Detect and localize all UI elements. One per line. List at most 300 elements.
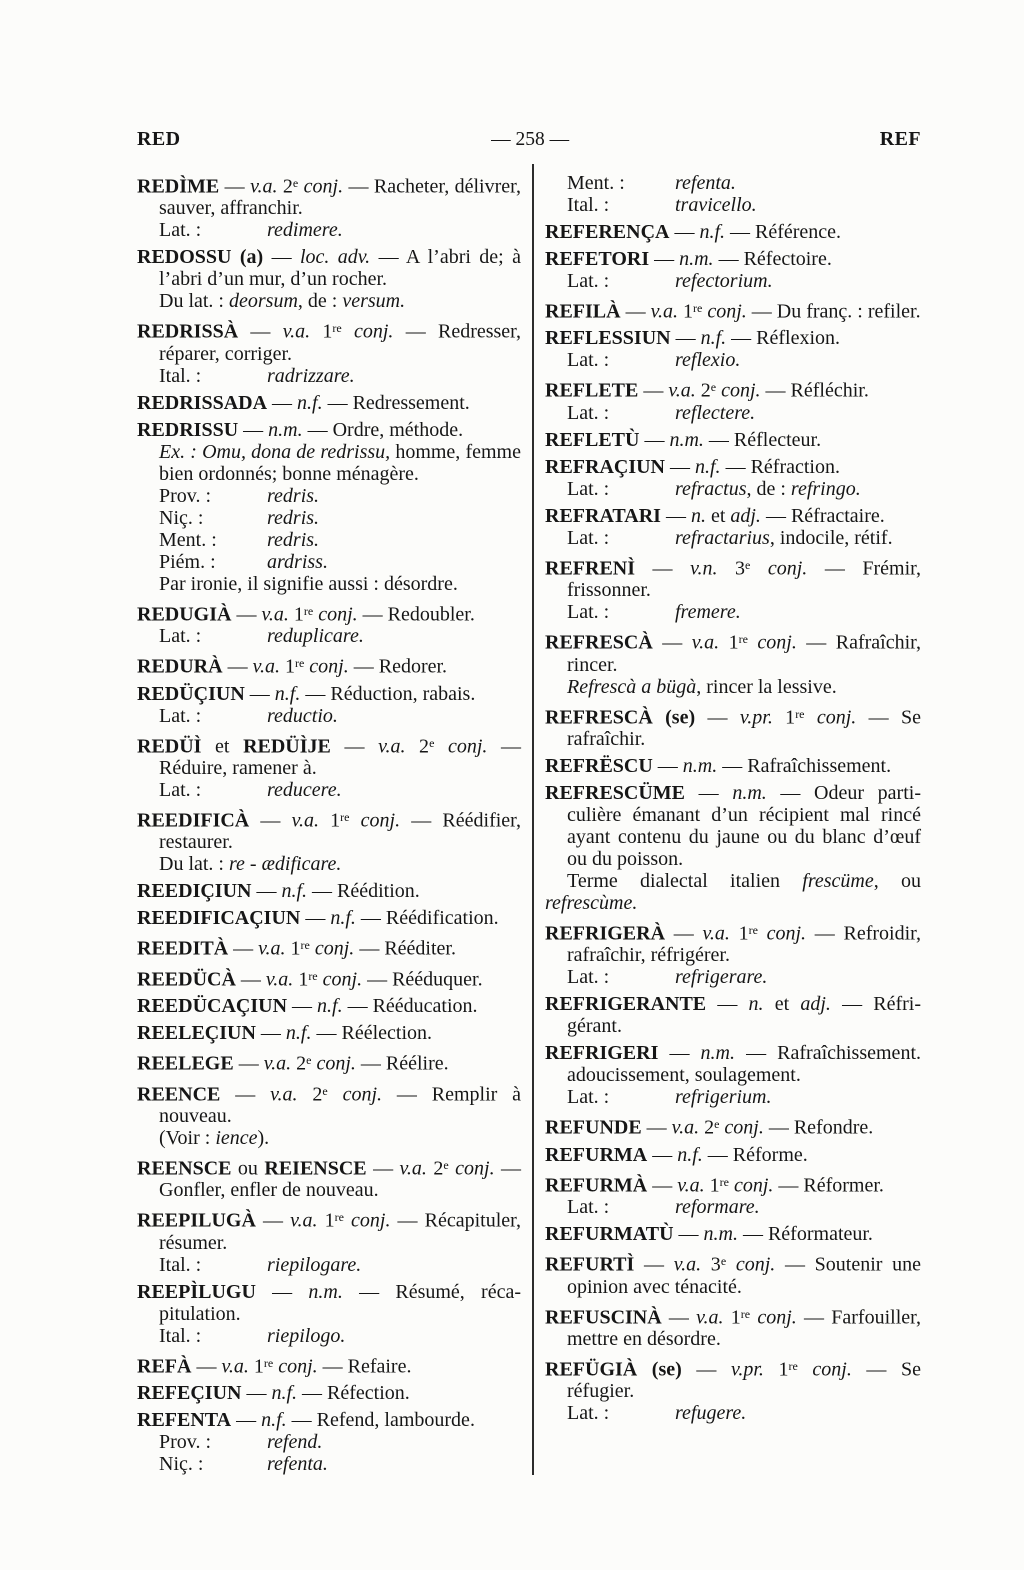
text-segment: Lat. :	[567, 401, 610, 424]
entry-line	[545, 554, 921, 601]
text-segment: Lat. :	[567, 1086, 610, 1109]
dictionary-entry	[545, 1042, 921, 1108]
entry-line	[137, 1382, 521, 1404]
entry-line	[137, 806, 521, 853]
text-segment: 3	[717, 557, 746, 580]
text-segment: 2	[695, 379, 711, 402]
text-segment: v.a.	[696, 1305, 724, 1328]
entry-line	[545, 601, 921, 623]
left-column	[137, 172, 521, 1475]
text-segment: v.a.	[399, 1157, 427, 1180]
entry-line	[137, 1206, 521, 1253]
text-segment: re	[692, 301, 703, 315]
text-segment: conj.	[342, 1082, 383, 1105]
text-segment: REFURMÀ	[545, 1174, 648, 1197]
text-segment: — Réduction, rabais.	[300, 682, 476, 705]
text-segment: REDRISSADA	[137, 391, 268, 414]
text-segment: e	[443, 1157, 449, 1172]
entry-line	[545, 376, 921, 401]
entry-line	[137, 779, 521, 801]
entry-line	[137, 1254, 521, 1276]
text-segment: REDURÀ	[137, 655, 223, 678]
dictionary-entry	[545, 554, 921, 623]
entry-line	[137, 392, 521, 414]
entry-line	[545, 966, 921, 988]
text-segment: — Redoubler.	[357, 603, 475, 626]
text-segment: riepilogo.	[267, 1324, 346, 1347]
text-segment: conj.	[757, 1305, 797, 1328]
text-segment: — Réforme.	[702, 1143, 808, 1166]
text-segment: conj.	[447, 734, 488, 757]
text-segment: refractarius	[675, 526, 770, 549]
entry-line	[545, 527, 921, 549]
page-number: — 258 —	[491, 129, 570, 150]
text-segment: re	[740, 1306, 751, 1321]
text-segment: 2	[426, 1157, 444, 1180]
text-segment: Ital. :	[159, 1324, 202, 1347]
text-segment: — Se rafraîchir.	[567, 705, 922, 750]
dictionary-entry	[545, 1144, 921, 1166]
text-segment: re	[334, 1210, 344, 1225]
entry-line	[545, 1355, 921, 1402]
text-segment: —	[652, 754, 683, 777]
column-divider	[532, 164, 534, 1475]
entry-line	[137, 1049, 521, 1074]
text-segment: — Réduire, ramener à.	[159, 734, 522, 779]
text-segment: redris.	[267, 484, 320, 507]
dictionary-entry	[545, 919, 921, 988]
dictionary-entry	[137, 246, 521, 312]
text-segment: —	[681, 1358, 731, 1381]
text-segment: — Gonfler, enfler de nouveau.	[159, 1157, 522, 1202]
entry-line	[545, 993, 921, 1037]
text-segment: — Rafraîchissement.	[717, 754, 892, 777]
dictionary-entry	[137, 172, 521, 241]
text-segment: conj.	[757, 631, 797, 654]
dictionary-entry	[137, 1154, 521, 1201]
text-segment: v.a.	[691, 631, 720, 654]
text-segment: refractus	[675, 477, 747, 500]
text-segment: e	[429, 735, 435, 750]
text-segment: Niç. :	[159, 506, 204, 529]
text-segment: 2	[699, 1116, 715, 1139]
dictionary-entry	[137, 995, 521, 1017]
text-segment: 1	[293, 968, 309, 991]
text-segment: — Rééducation.	[342, 995, 478, 1018]
text-segment: e	[710, 380, 717, 395]
text-segment: v.a.	[265, 968, 294, 991]
text-segment: conj.	[767, 557, 808, 580]
text-segment: n.m.	[700, 1042, 735, 1065]
text-segment: — Réfectoire.	[713, 248, 832, 270]
text-segment: n.m.	[679, 248, 714, 270]
text-segment: n.f.	[274, 682, 301, 705]
text-segment: conj.	[360, 809, 401, 832]
text-segment: — Odeur particulière émanant d’un récipient mal rincé ayant contenu du jaune ou du blanc d’œuf ou du poisson.	[567, 781, 921, 870]
text-segment: —	[235, 968, 266, 991]
text-segment: Lat. :	[159, 704, 202, 727]
text-segment: REELEGE	[137, 1052, 234, 1075]
text-segment: — Résumé, récapitulation.	[159, 1280, 521, 1325]
text-segment: v.a.	[650, 300, 678, 323]
text-segment: 1	[248, 1355, 264, 1378]
text-segment: REDÜÌJE	[243, 734, 331, 757]
dictionary-entry	[137, 1049, 521, 1074]
text-segment	[798, 1358, 813, 1380]
entry-line	[137, 419, 521, 441]
text-segment: reformare.	[675, 1196, 760, 1219]
text-segment: REIENSCE	[264, 1157, 367, 1180]
text-segment: —	[228, 937, 259, 960]
text-segment: REENCE	[137, 1082, 221, 1105]
text-segment: — Redorer.	[348, 655, 448, 678]
text-segment	[344, 1210, 351, 1232]
text-segment: REFRIGERI	[545, 1042, 659, 1065]
text-segment: —	[287, 995, 318, 1018]
text-segment: 1	[719, 631, 739, 654]
text-segment: re	[303, 603, 314, 618]
text-segment: conj.	[354, 320, 394, 343]
text-segment: redris.	[267, 528, 320, 551]
text-segment: — Réflecteur.	[703, 428, 822, 451]
text-segment: ou	[231, 1157, 265, 1180]
text-segment: Ment. :	[567, 172, 625, 194]
text-segment: —	[647, 1143, 678, 1166]
text-segment: ).	[257, 1126, 270, 1149]
entry-line	[137, 1431, 521, 1453]
text-segment: conj.	[733, 1174, 774, 1197]
text-segment: — Refend, lambourde.	[286, 1409, 475, 1432]
text-segment: conj.	[721, 379, 761, 402]
text-segment: REFENTA	[137, 1409, 232, 1432]
text-segment: re	[308, 968, 318, 983]
text-segment: , ou	[873, 869, 922, 892]
entry-line	[137, 551, 521, 573]
text-segment: conj.	[318, 603, 358, 626]
entry-line	[137, 1352, 521, 1377]
text-segment: 3	[701, 1253, 721, 1276]
text-segment: —	[620, 300, 651, 323]
entry-line	[137, 853, 521, 875]
text-segment: REFLESSIUN	[545, 327, 671, 350]
text-segment: riepilogare.	[267, 1253, 362, 1276]
text-segment: REEDITÀ	[137, 937, 229, 960]
text-segment: — Farfouiller, mettre en désordre.	[567, 1305, 921, 1350]
text-segment: et	[201, 734, 244, 757]
dictionary-entry	[545, 755, 921, 777]
text-segment: 1	[704, 1174, 720, 1197]
text-segment: adj.	[800, 993, 831, 1016]
text-segment: REFRAÇIUN	[545, 455, 665, 478]
text-segment: —	[219, 175, 251, 198]
text-segment: — Du franç. : refiler.	[746, 300, 921, 323]
text-segment: n.f.	[261, 1409, 287, 1432]
text-segment: re	[263, 1355, 274, 1370]
text-segment: REFETORI	[545, 248, 650, 270]
text-segment: e	[292, 176, 299, 190]
text-segment: —	[191, 1355, 222, 1378]
text-segment: — Réfraction.	[720, 455, 840, 478]
text-segment: (Voir :	[159, 1126, 216, 1149]
dictionary-entry	[137, 1352, 521, 1377]
text-segment: —	[665, 455, 695, 478]
text-segment: REEPÌLUGU	[137, 1280, 256, 1303]
dictionary-entry	[545, 505, 921, 549]
text-segment: re - ædificare.	[229, 853, 342, 876]
text-segment: — Réformateur.	[737, 1223, 873, 1246]
text-segment: conj.	[707, 300, 747, 323]
text-segment: 1	[317, 1209, 335, 1232]
dictionary-entry	[137, 1281, 521, 1347]
text-segment: REFRESCÜME	[545, 781, 686, 804]
dictionary-entry	[545, 1250, 921, 1297]
text-segment: v.a.	[258, 937, 286, 960]
entry-line	[137, 1154, 521, 1201]
text-segment: conj.	[724, 1116, 764, 1139]
entry-line	[137, 1080, 521, 1127]
text-segment: REFLETE	[545, 379, 639, 402]
text-segment: conj.	[812, 1358, 852, 1381]
text-segment: REFRESCÀ	[545, 631, 653, 654]
text-segment: REFERENÇA	[545, 221, 670, 243]
text-segment: refenta.	[267, 1453, 328, 1476]
text-segment: 1	[318, 809, 341, 832]
entry-line	[545, 782, 921, 870]
dictionary-entry	[545, 429, 921, 451]
text-segment: —	[658, 1042, 701, 1065]
text-segment: , rincer la lessive.	[696, 675, 837, 698]
text-segment: Lat. :	[567, 1196, 610, 1219]
entry-line	[545, 248, 921, 270]
dictionary-entry	[545, 297, 921, 322]
dictionary-entry	[545, 1171, 921, 1218]
text-segment: Lat. :	[567, 349, 610, 372]
text-segment: v.a.	[290, 1209, 318, 1232]
dictionary-entry	[137, 392, 521, 414]
dictionary-entry	[545, 327, 921, 371]
entry-line	[545, 456, 921, 478]
right-column	[545, 172, 921, 1475]
dictionary-entry	[545, 703, 921, 750]
text-segment: 1	[310, 320, 333, 343]
text-segment: —	[366, 1157, 400, 1180]
page-header	[137, 128, 921, 151]
text-segment: Ital. :	[159, 1253, 202, 1276]
dictionary-entry	[137, 419, 521, 595]
text-segment: — Réfléchir.	[760, 379, 869, 402]
text-segment: n.m.	[268, 418, 303, 441]
text-segment: n.m.	[682, 754, 718, 777]
text-segment: e	[306, 1053, 312, 1068]
text-segment: v.a.	[677, 1174, 705, 1197]
text-segment	[805, 706, 817, 728]
entry-line	[137, 529, 521, 551]
dictionary-entry	[137, 1206, 521, 1275]
text-segment: REFÀ	[137, 1355, 192, 1378]
text-segment: refrigerium.	[675, 1086, 772, 1109]
text-segment: Lat. :	[567, 477, 610, 500]
text-segment: 1	[763, 1358, 789, 1381]
entry-line	[137, 1281, 521, 1325]
entry-line	[137, 652, 521, 677]
entry-line	[137, 1409, 521, 1431]
text-segment: —	[255, 1022, 286, 1045]
text-segment: Du lat. :	[159, 853, 229, 876]
entry-line	[545, 194, 921, 216]
text-segment: conj.	[351, 1209, 391, 1232]
text-segment: —	[251, 880, 282, 903]
dictionary-entry	[545, 1355, 921, 1424]
text-segment: —	[635, 557, 691, 580]
entry-line	[545, 297, 921, 322]
entry-line	[137, 625, 521, 647]
text-segment: Lat. :	[567, 270, 610, 292]
text-segment: e	[745, 557, 751, 572]
text-segment: re	[340, 809, 350, 824]
entry-line	[545, 505, 921, 527]
text-segment: —	[695, 705, 740, 728]
text-segment: —	[220, 1082, 271, 1105]
text-segment: REEDIÇIUN	[137, 880, 252, 903]
text-segment: v.a.	[291, 809, 319, 832]
text-segment: REDÜÌ	[137, 734, 202, 757]
text-segment: —	[685, 781, 733, 804]
entry-line	[137, 907, 521, 929]
text-segment: re	[795, 706, 805, 721]
text-segment: REFURMATÙ	[545, 1223, 674, 1246]
text-segment: v.a.	[671, 1116, 700, 1139]
entry-line	[545, 402, 921, 424]
text-segment: Niç. :	[159, 1453, 204, 1476]
text-segment: n.f.	[271, 1382, 298, 1405]
text-segment: n.m.	[308, 1280, 343, 1303]
text-segment: Lat. :	[159, 625, 202, 648]
entry-line	[545, 1144, 921, 1166]
text-segment: v.a.	[263, 1052, 292, 1075]
text-segment: n.f.	[281, 880, 308, 903]
text-segment: adj.	[730, 504, 761, 527]
text-segment: n.f.	[700, 327, 727, 350]
text-segment: —	[231, 603, 262, 626]
entry-line	[137, 573, 521, 595]
text-segment: v.a.	[252, 655, 280, 678]
text-segment: reducere.	[267, 778, 342, 801]
text-segment: REFRIGERANTE	[545, 993, 707, 1016]
text-segment: re	[719, 1174, 729, 1189]
entry-line	[545, 1171, 921, 1196]
entry-line	[137, 600, 521, 625]
entry-line	[545, 270, 921, 292]
text-segment: re	[294, 656, 305, 671]
text-segment: REFUNDE	[545, 1116, 642, 1139]
text-segment: et	[705, 504, 731, 527]
text-segment: Ex. : Omu, dona de redrissu,	[159, 440, 391, 463]
text-segment: REEDIFICAÇIUN	[137, 907, 301, 930]
text-segment: redimere.	[267, 219, 343, 242]
text-segment: — Rééditer.	[354, 937, 456, 960]
text-segment: , de :	[746, 477, 791, 500]
text-segment: homme, femme bien ordonnés; bonne ménagère.	[159, 440, 521, 485]
dictionary-entry	[137, 652, 521, 677]
text-segment: v.a.	[270, 1082, 298, 1105]
text-segment: conj.	[314, 937, 355, 960]
text-segment: reductio.	[267, 704, 338, 727]
text-segment: v.a.	[668, 379, 696, 402]
dictionary-entry	[137, 934, 521, 959]
text-segment: —	[706, 993, 749, 1016]
text-segment: —	[665, 922, 703, 945]
text-segment: redris.	[267, 506, 320, 529]
text-segment: — Rafraîchissement. adoucissement, soulagement.	[567, 1042, 921, 1087]
text-segment: n.f.	[330, 907, 356, 930]
text-segment: — Référence.	[725, 221, 842, 243]
text-segment: —	[634, 1253, 674, 1276]
text-segment: — Redressement.	[322, 391, 470, 414]
text-segment: n.m.	[703, 1223, 738, 1246]
text-segment: v.a.	[673, 1253, 702, 1276]
text-segment: 1	[285, 937, 301, 960]
text-segment: —	[231, 1409, 262, 1432]
text-segment: REDUGIÀ	[137, 603, 232, 626]
text-segment: ience	[215, 1126, 258, 1149]
text-segment: REDRISSU	[137, 418, 239, 441]
entry-line	[545, 1042, 921, 1086]
text-segment: 2	[277, 175, 293, 198]
text-segment: v.n.	[690, 557, 718, 580]
text-segment: conj.	[322, 968, 363, 991]
text-segment: refectorium.	[675, 270, 773, 292]
text-segment: refrescùme.	[545, 891, 638, 914]
text-segment: Ital. :	[159, 364, 202, 387]
text-segment: — Réfection.	[297, 1382, 410, 1405]
entry-line	[545, 628, 921, 675]
text-segment: REFRIGERÀ	[545, 922, 666, 945]
entry-line	[545, 172, 921, 194]
entry-line	[137, 172, 521, 219]
text-segment: REDÌME	[137, 175, 220, 198]
header-left-keyword: RED	[137, 128, 181, 150]
text-segment: refrigerare.	[675, 966, 768, 989]
dictionary-entry	[545, 248, 921, 292]
text-segment: n.m.	[732, 781, 767, 804]
text-segment	[758, 922, 767, 944]
entry-line	[137, 317, 521, 364]
entry-line	[137, 1325, 521, 1347]
entry-line	[545, 1223, 921, 1245]
text-segment: —	[267, 391, 298, 414]
dictionary-entry	[545, 1223, 921, 1245]
text-segment: n.f.	[317, 995, 343, 1018]
text-segment: —	[255, 1280, 309, 1303]
text-segment: v.a.	[282, 320, 311, 343]
text-segment: — Réformer.	[773, 1174, 884, 1197]
entry-line	[545, 1303, 921, 1350]
text-segment: REFRATARI	[545, 504, 661, 527]
text-segment: Lat. :	[567, 601, 610, 624]
text-segment: Ital. :	[567, 194, 610, 216]
text-segment: REEDIFICÀ	[137, 809, 250, 832]
entry-line	[545, 919, 921, 966]
entry-line	[137, 934, 521, 959]
text-segment: REFLETÙ	[545, 428, 640, 451]
text-segment: —	[249, 809, 292, 832]
text-segment: — Rééduquer.	[362, 968, 483, 991]
text-segment: n.f.	[285, 1022, 312, 1045]
text-segment: REFURTÌ	[545, 1253, 635, 1276]
dictionary-entry	[545, 376, 921, 423]
text-segment: Terme dialectal italien	[567, 869, 803, 892]
text-segment: re	[738, 632, 748, 647]
